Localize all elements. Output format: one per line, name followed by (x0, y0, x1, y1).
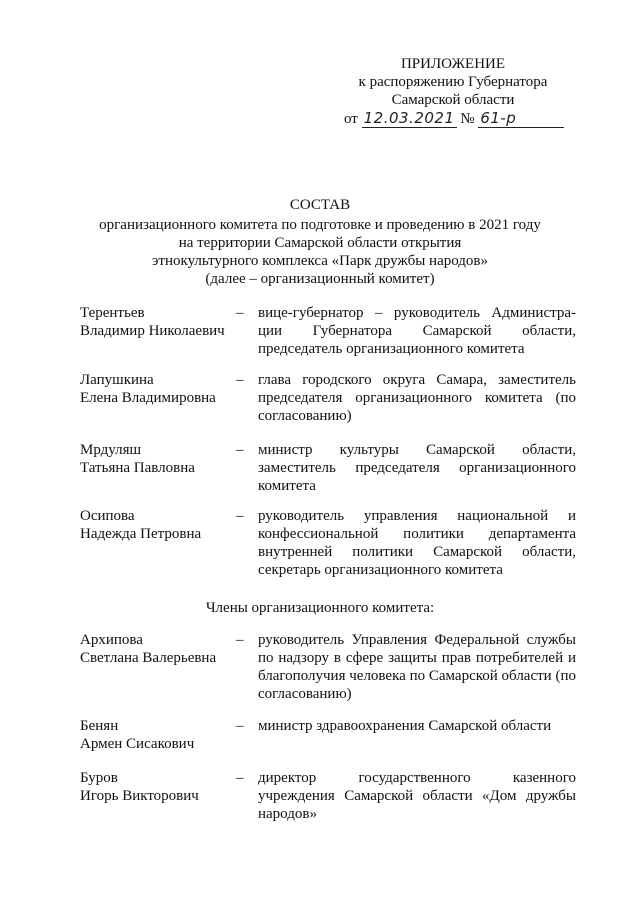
member-name (80, 631, 240, 667)
member-surname: Осипова (80, 508, 135, 524)
member-role: министр культуры Самарской области, заместитель председателя организационного комитета (258, 442, 576, 494)
dash-separator: – (236, 718, 244, 734)
member-name (80, 507, 240, 543)
heading-line: (далее – организационный комитет) (205, 271, 435, 287)
member-surname: Мрдуляш (80, 442, 142, 458)
member-given-name: Надежда Петровна (80, 526, 202, 542)
from-label: от (344, 111, 358, 127)
member-name (80, 717, 240, 753)
number-label: № (460, 111, 475, 127)
member-role: руководитель управления национальной и конфессиональной политики департамента внутренней политики Самарской области, секретарь организационного комитета (258, 508, 576, 578)
member-surname: Буров (80, 770, 118, 786)
heading-title: СОСТАВ (289, 197, 351, 213)
member-given-name: Владимир Николаевич (80, 323, 225, 339)
handwritten-date: 12.03.2021 (363, 109, 455, 127)
member-given-name: Светлана Валерьевна (80, 650, 217, 666)
member-name (80, 769, 240, 805)
dash-separator: – (236, 372, 244, 388)
member-given-name: Игорь Викторович (80, 788, 199, 804)
member-name (80, 371, 240, 407)
member-given-name: Елена Владимировна (80, 390, 216, 406)
heading-line: организационного комитета по подготовке и проведению в 2021 году (99, 217, 541, 233)
appendix-title: ПРИЛОЖЕНИЕ (400, 56, 506, 72)
appendix-number-line (338, 109, 568, 128)
heading-line: на территории Самарской области открытия (178, 235, 462, 251)
dash-separator: – (236, 508, 244, 524)
member-surname: Лапушкина (80, 372, 154, 388)
member-role: министр здравоохранения Самарской области (258, 718, 552, 734)
member-given-name: Татьяна Павловна (80, 460, 195, 476)
dash-separator: – (236, 632, 244, 648)
member-name (80, 304, 240, 340)
dash-separator: – (236, 305, 244, 321)
heading-line: этнокультурного комплекса «Парк дружбы народов» (151, 253, 489, 269)
document-heading (60, 196, 580, 288)
member-surname: Терентьев (80, 305, 145, 321)
member-role: руководитель Управления Федеральной службы по надзору в сфере защиты прав потребителей и благополучия человека по Самарской области (по согласованию) (258, 632, 576, 702)
handwritten-number: 61-р (478, 109, 564, 128)
dash-separator: – (236, 770, 244, 786)
members-section-title: Члены организационного комитета: (205, 600, 435, 616)
member-role: директор государственного казенного учреждения Самарской области «Дом дружбы народов» (258, 770, 576, 822)
member-surname: Бенян (80, 718, 119, 734)
appendix-block (338, 55, 568, 128)
appendix-line-2: Самарской области (391, 92, 515, 108)
member-given-name: Армен Сисакович (80, 736, 195, 752)
dash-separator: – (236, 442, 244, 458)
member-role: вице-губернатор – руководитель Администра-ции Губернатора Самарской области, председатель организационного комитета (258, 305, 576, 357)
member-role: глава городского округа Самара, заместитель председателя организационного комитета (по согласованию) (258, 372, 576, 424)
member-surname: Архипова (80, 632, 143, 648)
appendix-line-1: к распоряжению Губернатора (358, 74, 548, 90)
member-name (80, 441, 240, 477)
